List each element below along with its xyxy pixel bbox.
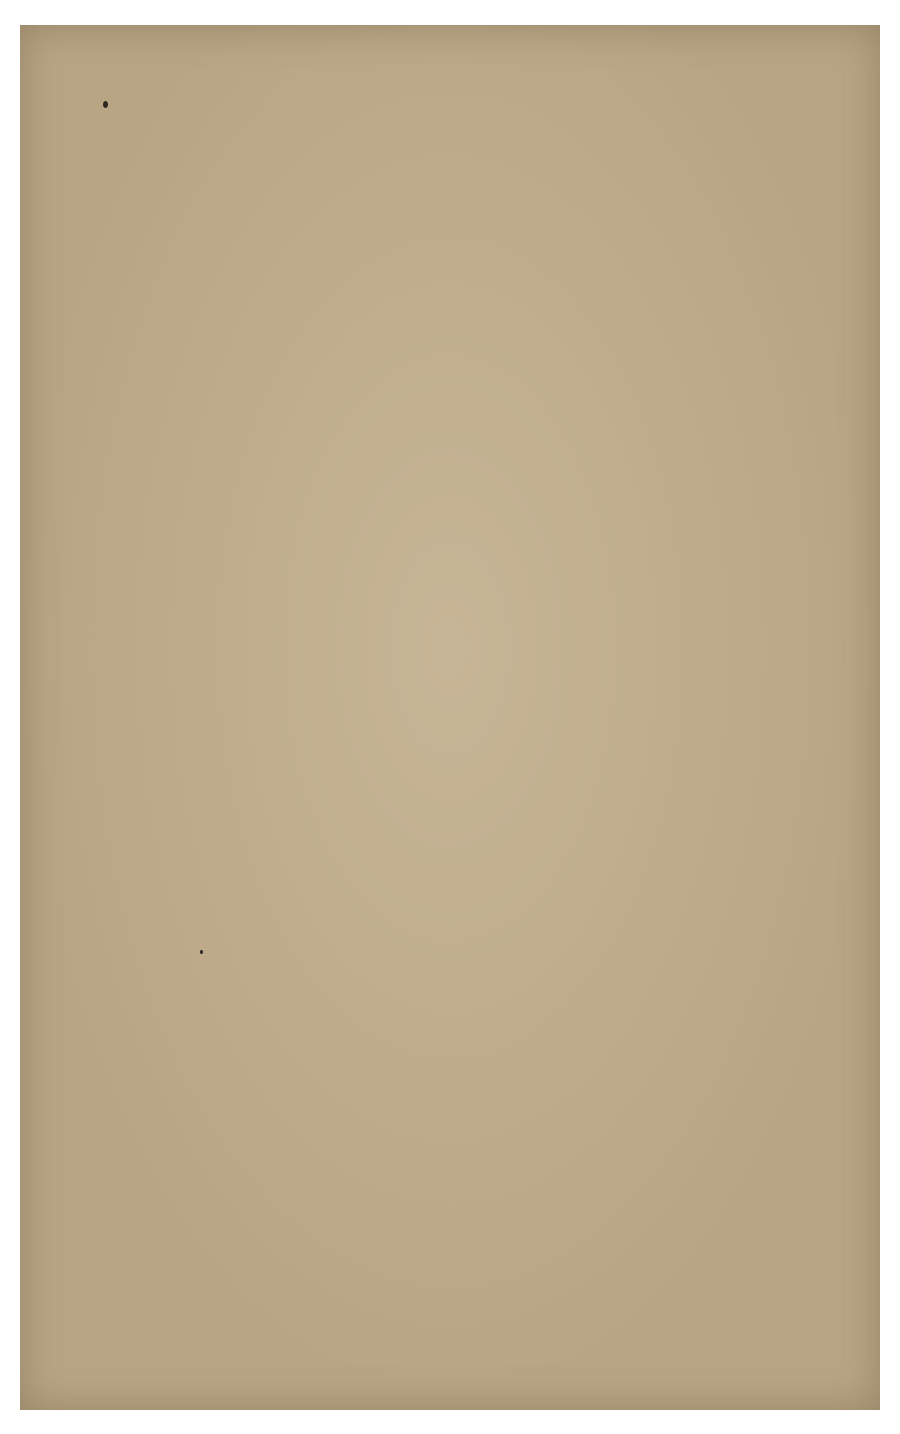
ink-speck: [200, 950, 203, 954]
document-page: [20, 25, 880, 1410]
ink-speck: [103, 101, 108, 108]
